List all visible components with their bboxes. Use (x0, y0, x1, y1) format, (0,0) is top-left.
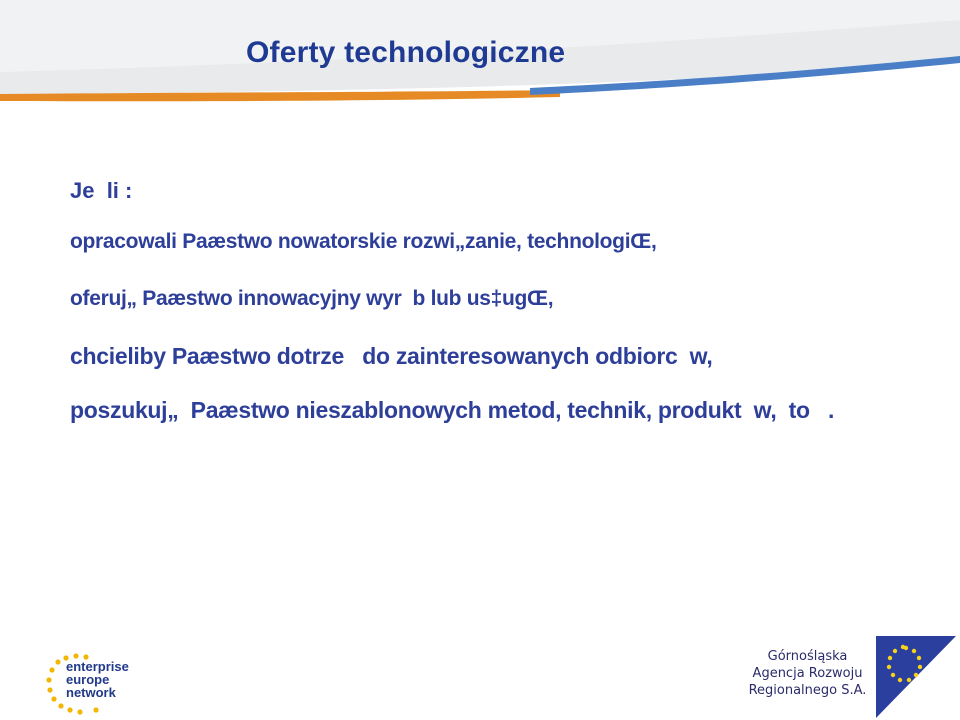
offer-conditions (70, 178, 950, 452)
agency-line: Górnośląska (767, 649, 848, 664)
condition-line: chcieliby Paæstwo dotrze do zainteresowanych odbiorc w, (70, 343, 713, 369)
condition-line: poszukuj„ Paæstwo nieszablonowych metod, technik, produkt w, to . (70, 397, 835, 423)
agency-line: Regionalnego S.A. (748, 683, 867, 698)
enterprise-europe-network-logo (66, 660, 129, 699)
logo-word: network (66, 685, 116, 700)
logo-word: enterprise (66, 659, 129, 674)
page-title: Oferty technologiczne (246, 36, 566, 69)
agency-line: Agencja Rozwoju (752, 666, 863, 681)
eu-flag-icon (876, 636, 956, 718)
condition-line: oferuj„ Paæstwo innowacyjny wyr b lub us‡ugŒ, (70, 287, 554, 310)
logo-word: europe (66, 672, 110, 687)
condition-line: opracowali Paæstwo nowatorskie rozwi„zanie, technologiŒ, (70, 230, 657, 253)
intro-text: Je li : (70, 178, 133, 203)
agency-logo (745, 648, 870, 699)
